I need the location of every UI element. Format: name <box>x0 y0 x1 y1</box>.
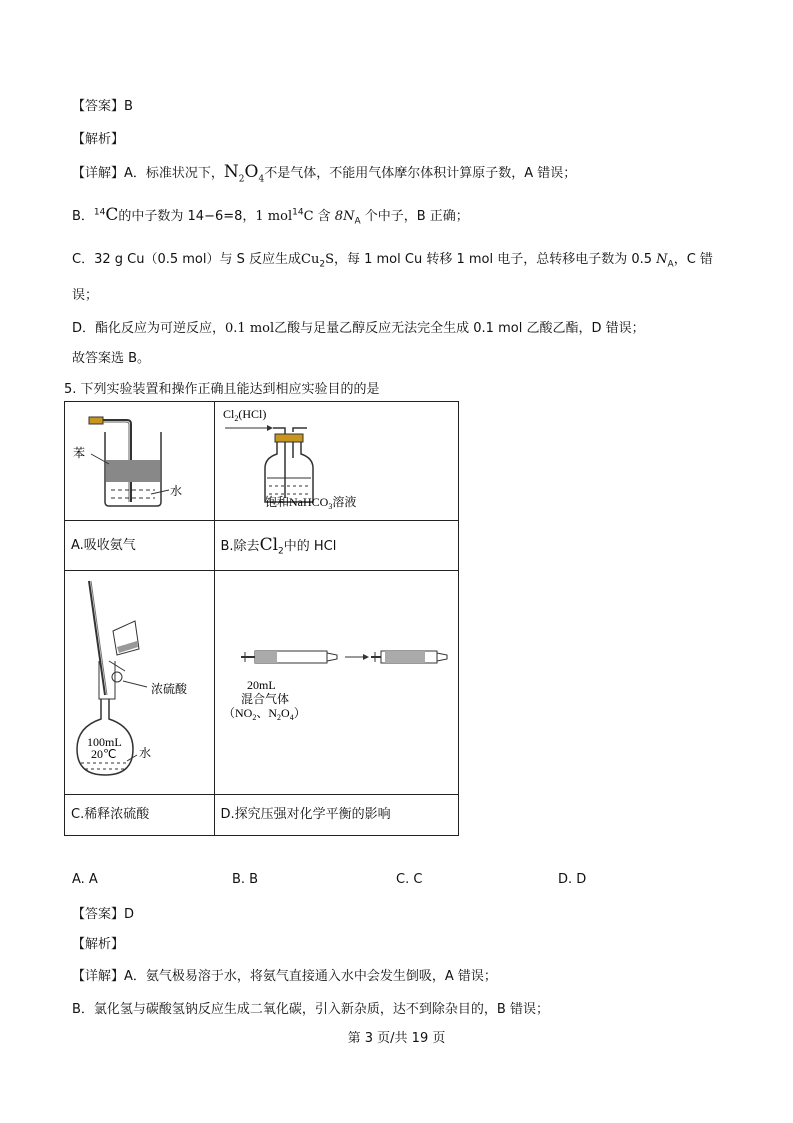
arrow-icon <box>363 654 369 660</box>
acid-label: 浓硫酸 <box>151 682 188 696</box>
volume-label: 20mL <box>246 678 276 692</box>
detail-a-line: 【详解】A．标准状况下，$N_2O_4$不是气体，不能用气体摩尔体积计算原子数，A 错误； <box>72 162 577 185</box>
cell-d-caption: D.探究压强对化学平衡的影响 <box>214 795 459 836</box>
bottle-stopper <box>275 434 303 442</box>
analysis-label: 【解析】 <box>72 132 125 147</box>
glass-rod <box>89 581 105 695</box>
water-label-c: 水 <box>139 746 152 760</box>
detail-c-line: C．32 g Cu（0.5 mol）与 S 反应生成$Cu_2S$，每 1 mol Cu 转移 1 mol 电子，总转移电子数为 0.5 $N_A$，C 错 <box>72 252 713 270</box>
detail2-a-line: 【详解】A．氨气极易溶于水，将氨气直接通入水中会发生倒吸，A 错误； <box>72 969 497 984</box>
option-a[interactable]: A. A <box>72 872 98 887</box>
volumetric-flask-figure <box>65 571 213 790</box>
question-5: 5. 下列实验装置和操作正确且能达到相应实验目的的是 <box>64 382 380 397</box>
benzene-layer <box>106 460 160 482</box>
option-b[interactable]: B. B <box>232 872 259 887</box>
detail-d-line: D．酯化反应为可逆反应，0.1 mol乙酸与足量乙醇反应无法完全生成 0.1 mol 乙酸乙酯，D 错误； <box>72 321 645 336</box>
syringe-figure <box>215 571 458 790</box>
cell-a-caption: A.吸收氨气 <box>65 521 215 571</box>
detail-b-line: B．$^{14}$C的中子数为 14−6=8，1 mol$^{14}$C 含 $8N_A$ 个中子，B 正确； <box>72 205 469 227</box>
answer-label-2: 【答案】D <box>72 907 135 922</box>
beaker-figure <box>65 402 213 516</box>
cell-c-figure <box>65 571 215 795</box>
cell-d-figure <box>214 571 459 795</box>
cell-c-caption: C.稀释浓硫酸 <box>65 795 215 836</box>
cell-b-figure <box>214 402 459 521</box>
arrow-icon <box>267 425 273 431</box>
option-c[interactable]: C. C <box>396 872 423 887</box>
conclusion-line: 故答案选 B。 <box>72 351 151 366</box>
n2o4-formula: $N_2O_4$ <box>223 162 265 185</box>
cell-a-figure <box>65 402 215 521</box>
gas-inlet-label: $Cl_2(HCl)$ <box>222 407 266 423</box>
cell-b-caption: B.除去$Cl_2$中的 HCl <box>214 521 459 571</box>
mixture-label: 混合气体 <box>240 692 289 706</box>
option-d[interactable]: D. D <box>558 872 587 887</box>
flask-temp-label: 20℃ <box>91 747 117 761</box>
gas-washing-bottle-figure <box>215 402 458 516</box>
gases-label: （$NO_2$、$N_2O_4$） <box>222 706 306 722</box>
analysis-label-2: 【解析】 <box>72 937 125 952</box>
water-label: 水 <box>170 484 183 498</box>
page-footer: 第 3 页/共 19 页 <box>347 1031 446 1046</box>
detail-c-line-2: 误； <box>72 288 99 303</box>
options-table <box>64 401 459 836</box>
answer-label: 【答案】B <box>72 99 133 114</box>
gas-valve-icon <box>89 417 103 424</box>
flask-volume-label: 100mL <box>87 735 122 749</box>
detail2-b-line: B．氯化氢与碳酸氢钠反应生成二氧化碳，引入新杂质，达不到除杂目的，B 错误； <box>72 1002 549 1017</box>
solution-label: 饱和NaHCO$_3$溶液 <box>264 495 356 511</box>
benzene-label: 苯 <box>73 446 86 460</box>
